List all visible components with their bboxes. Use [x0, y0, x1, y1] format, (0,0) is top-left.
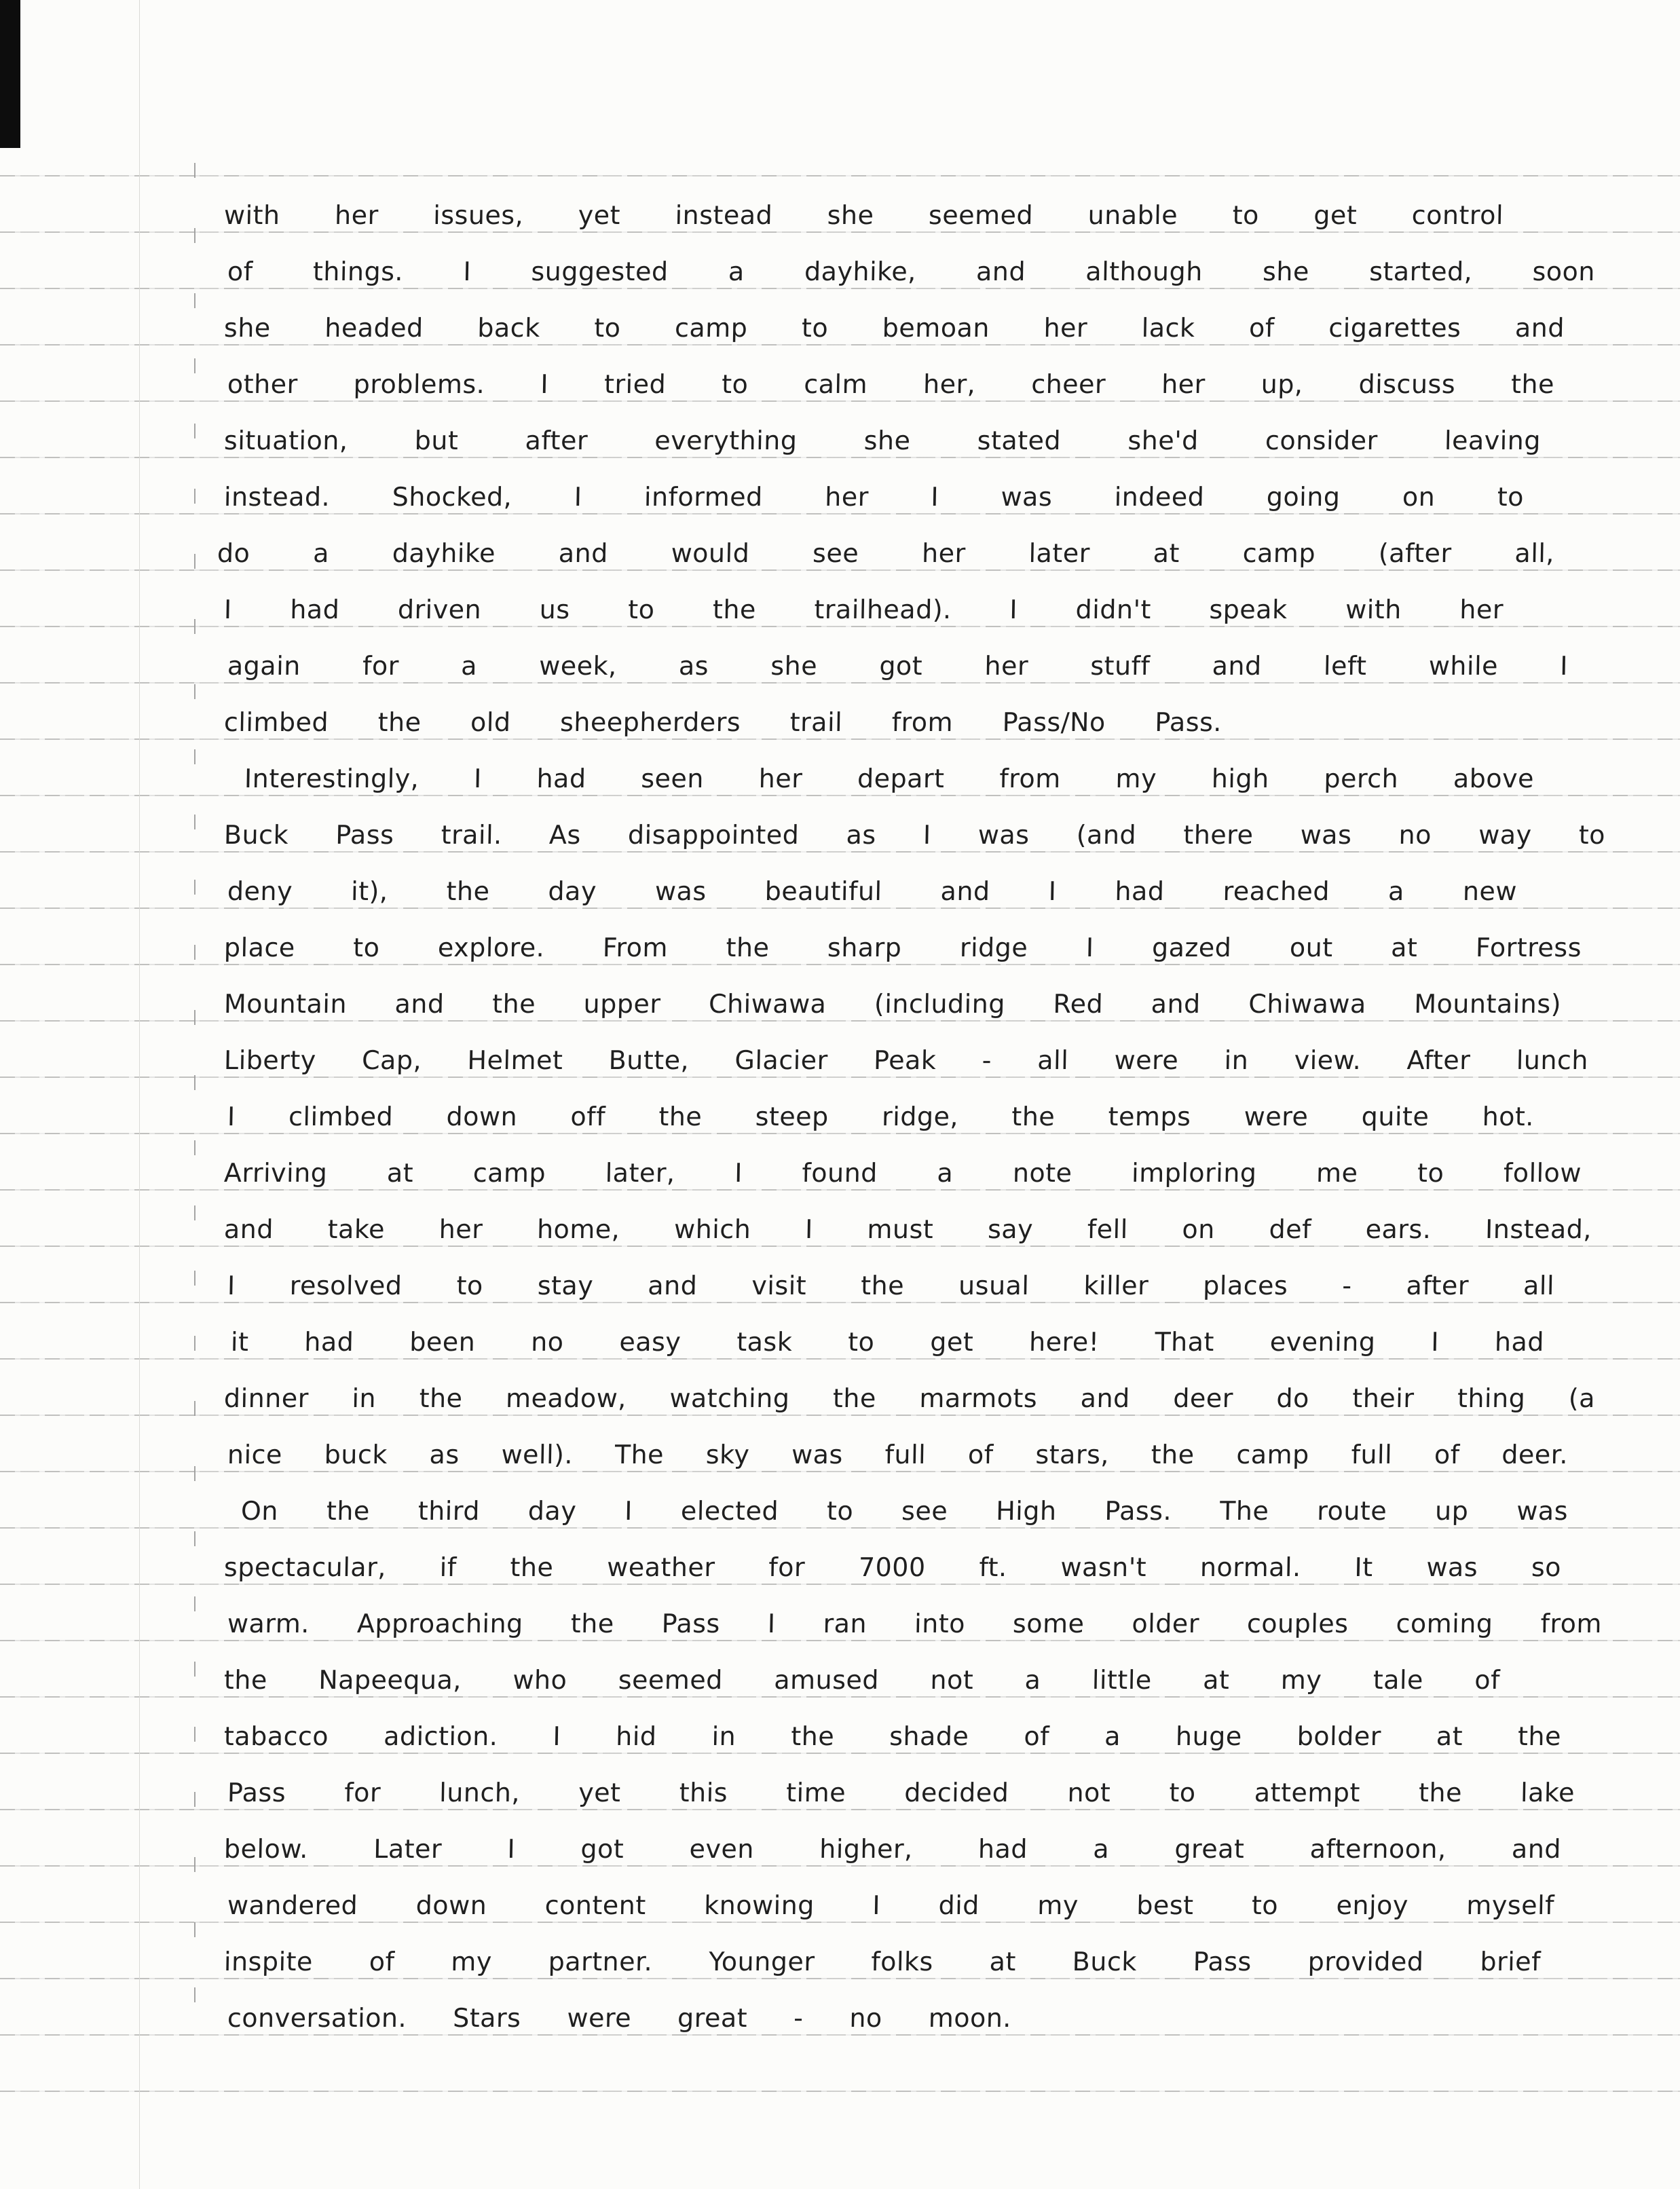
handwritten-line: do a dayhike and would see her later at camp (after all,	[217, 538, 1555, 568]
handwritten-line: warm. Approaching the Pass I ran into some older couples coming from	[227, 1609, 1603, 1639]
handwritten-line: wandered down content knowing I did my best to enjoy myself	[227, 1890, 1555, 1920]
handwritten-line: Mountain and the upper Chiwawa (including Red and Chiwawa Mountains)	[223, 989, 1562, 1019]
left-margin-fold-line	[194, 163, 195, 2043]
handwritten-line: the Napeequa, who seemed amused not a little at my tale of	[223, 1665, 1501, 1695]
handwritten-line: of things. I suggested a dayhike, and although she started, soon	[227, 257, 1596, 286]
handwritten-line: situation, but after everything she stated she'd consider leaving	[223, 426, 1542, 455]
handwritten-line: Liberty Cap, Helmet Butte, Glacier Peak - all were in view. After lunch	[223, 1045, 1589, 1075]
handwritten-line: dinner in the meadow, watching the marmots and deer do their thing (a	[223, 1383, 1596, 1413]
ruled-line	[0, 175, 1680, 176]
handwritten-line: I had driven us to the trailhead). I didn't speak with her	[223, 595, 1504, 624]
handwritten-line: Buck Pass trail. As disappointed as I was (and there was no way to	[223, 820, 1606, 850]
handwritten-line: and take her home, which I must say fell on def ears. Instead,	[223, 1214, 1592, 1244]
handwritten-line: tabacco adiction. I hid in the shade of a huge bolder at the	[223, 1721, 1562, 1751]
handwritten-line: Arriving at camp later, I found a note imploring me to follow	[223, 1158, 1582, 1188]
handwritten-line: nice buck as well). The sky was full of stars, the camp full of deer.	[227, 1440, 1569, 1470]
handwritten-line: deny it), the day was beautiful and I had reached a new	[227, 876, 1518, 906]
handwritten-line: place to explore. From the sharp ridge I gazed out at Fortress	[223, 933, 1582, 962]
page-crease-line	[139, 0, 140, 2189]
handwritten-line: conversation. Stars were great - no moon.	[227, 2003, 1012, 2033]
handwritten-line: with her issues, yet instead she seemed unable to get control	[223, 200, 1504, 230]
handwritten-line: again for a week, as she got her stuff and left while I	[227, 651, 1569, 681]
handwritten-line: inspite of my partner. Younger folks at Buck Pass provided brief	[223, 1947, 1542, 1977]
handwritten-line: Interestingly, I had seen her depart from my high perch above	[244, 764, 1535, 793]
handwritten-line: I climbed down off the steep ridge, the temps were quite hot.	[227, 1102, 1535, 1131]
scanner-edge-artifact	[0, 0, 20, 148]
handwritten-line: she headed back to camp to bemoan her lack of cigarettes and	[223, 313, 1565, 343]
handwritten-line: instead. Shocked, I informed her I was indeed going on to	[223, 482, 1525, 512]
handwritten-line: other problems. I tried to calm her, cheer her up, discuss the	[227, 369, 1555, 399]
handwritten-line: Pass for lunch, yet this time decided not to attempt the lake	[227, 1778, 1575, 1808]
handwritten-line: it had been no easy task to get here! That evening I had	[230, 1327, 1545, 1357]
handwritten-line: below. Later I got even higher, had a great afternoon, and	[223, 1834, 1562, 1864]
handwritten-line: On the third day I elected to see High Pass. The route up was	[240, 1496, 1569, 1526]
handwritten-line: climbed the old sheepherders trail from Pass/No Pass.	[223, 707, 1222, 737]
ruled-line	[0, 2091, 1680, 2092]
handwritten-line: I resolved to stay and visit the usual killer places - after all	[227, 1271, 1555, 1301]
handwritten-line: spectacular, if the weather for 7000 ft. wasn't normal. It was so	[223, 1552, 1562, 1582]
